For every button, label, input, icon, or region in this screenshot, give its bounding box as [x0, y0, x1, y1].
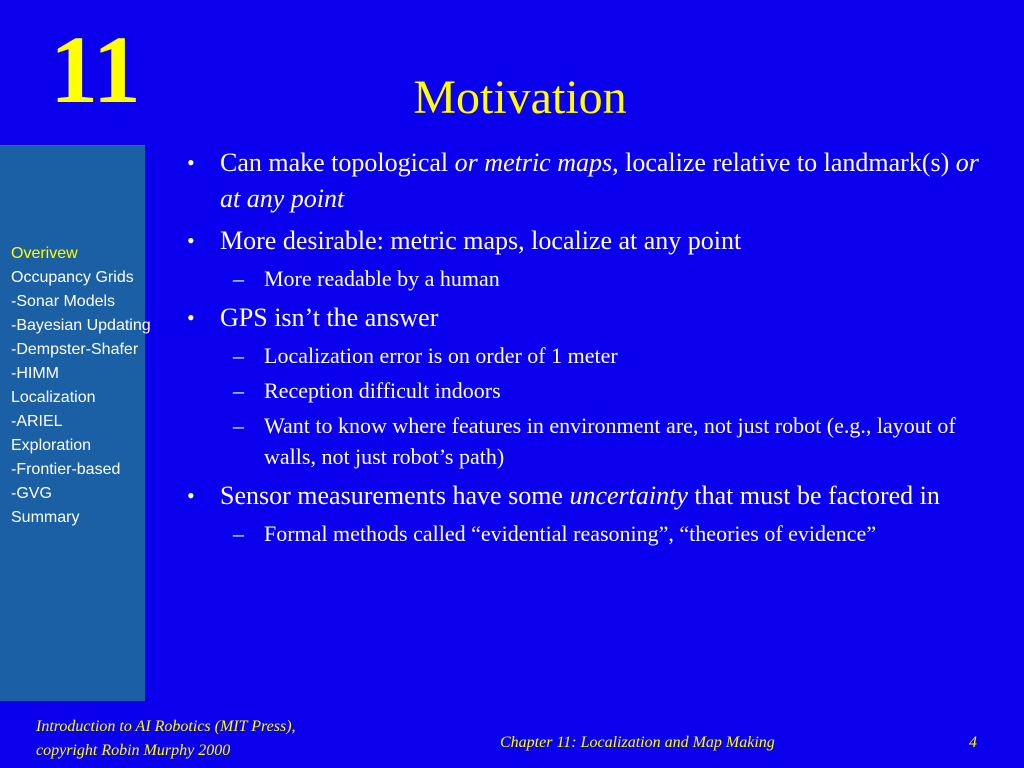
- sidebar-item: Occupancy Grids: [11, 269, 134, 286]
- sub-bullet-text: Localization error is on order of 1 meter: [264, 343, 618, 368]
- sidebar-item: -ARIEL: [11, 413, 63, 430]
- sub-bullet-item: [187, 410, 987, 472]
- sidebar: [0, 145, 151, 701]
- bullet-text-italic: or at any point: [220, 148, 979, 213]
- sub-bullet-item: [187, 263, 987, 294]
- bullet-marker: •: [187, 150, 195, 175]
- sidebar-item: Exploration: [11, 437, 92, 454]
- chapter-number: 11: [50, 16, 141, 123]
- sub-bullet-item: [187, 375, 987, 406]
- sidebar-item: -Sonar Models: [11, 293, 116, 310]
- sidebar-outline: [11, 242, 151, 530]
- sub-bullet-marker: –: [233, 343, 244, 368]
- sub-bullet-marker: –: [233, 266, 244, 291]
- bullet-item: [187, 223, 987, 259]
- sub-bullet-marker: –: [233, 378, 244, 403]
- slide-content: [187, 145, 987, 549]
- bullet-text: More desirable: metric maps, localize at any point: [220, 226, 742, 255]
- slide-title: Motivation: [413, 71, 627, 124]
- bullet-text: GPS isn’t the answer: [220, 303, 439, 332]
- sidebar-item: Summary: [11, 509, 80, 526]
- bullet-text: , localize relative to landmark(s): [612, 148, 956, 177]
- bullet-item: [187, 300, 987, 336]
- sidebar-item: Localization: [11, 389, 96, 406]
- bullet-text-italic: uncertainty: [569, 481, 688, 510]
- sidebar-item: -GVG: [11, 485, 52, 502]
- sidebar-item: Overivew: [11, 245, 78, 262]
- sidebar-item: -Frontier-based: [11, 461, 121, 478]
- footer-citation: [36, 715, 296, 763]
- sub-bullet-item: [187, 340, 987, 371]
- bullet-marker: •: [187, 228, 195, 253]
- sub-bullet-marker: –: [233, 413, 244, 438]
- footer-citation-line-2: copyright Robin Murphy 2000: [36, 742, 231, 759]
- sub-bullet-text: Formal methods called “evidential reasoning”, “theories of evidence”: [264, 521, 877, 546]
- bullet-item: [187, 145, 987, 217]
- sub-bullet-text: Want to know where features in environment are, not just robot (e.g., layout of walls, not just robot’s path): [264, 413, 956, 469]
- footer-chapter: Chapter 11: Localization and Map Making: [500, 734, 775, 751]
- sub-bullet-text: More readable by a human: [264, 266, 500, 291]
- bullet-text: Can make topological: [220, 148, 455, 177]
- sub-bullet-marker: –: [233, 521, 244, 546]
- sidebar-item: -Bayesian Updating: [11, 317, 151, 334]
- bullet-marker: •: [187, 305, 195, 330]
- bullet-text: Sensor measurements have some: [220, 481, 570, 510]
- sub-bullet-text: Reception difficult indoors: [264, 378, 501, 403]
- sub-bullet-item: [187, 518, 987, 549]
- bullet-text-italic: or metric maps: [454, 148, 613, 177]
- footer-citation-line-1: Introduction to AI Robotics (MIT Press),: [36, 718, 296, 735]
- sidebar-item: -Dempster-Shafer: [11, 341, 139, 358]
- bullet-marker: •: [187, 483, 195, 508]
- footer-page-number: 4: [969, 734, 977, 751]
- sidebar-item: -HIMM: [11, 365, 59, 382]
- bullet-item: [187, 478, 987, 514]
- bullet-text: that must be factored in: [687, 481, 940, 510]
